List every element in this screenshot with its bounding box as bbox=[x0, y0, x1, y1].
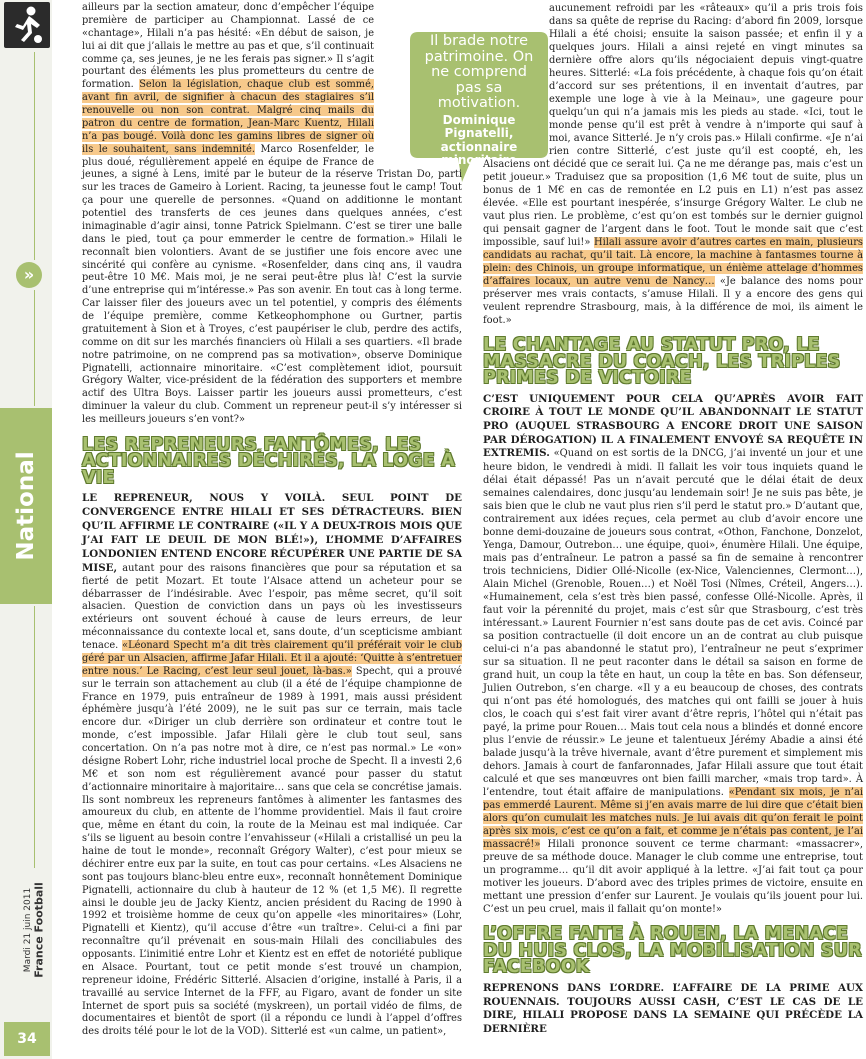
left-intro-text-1: ailleurs par la section amateur, donc d’empêcher l’équipe première de participer au Championnat. Lassé de ce «chantage», Hilali n’a pas hésité: «En début de saison, je lui ai dit que j’allais le mettre au pas et que, s’il continuait comme ça, ses jeunes, je ne les ferais pas signer.» Il s’agit pourtant des éléments les plus prometteurs du centre de formation. bbox=[82, 2, 374, 91]
right-body-highlight: «Pendant six mois, je n’ai pas emmerdé Laurent. Même si j’en avais marre de lui dire que c’était bien alors qu’on cumulait les matches nuls. Je lui avais dit qu’on ferait le point après six mois, c’est ce qu’on a fait, et comme je n’étais pas content, je l’ai massacré!» bbox=[483, 787, 863, 851]
pull-quote-text: Il brade notre patrimoine. On ne comprend pas sa motivation. bbox=[424, 33, 534, 111]
section-heading-2: LE CHANTAGE AU STATUT PRO, LE MASSACRE DU COACH, LES TRIPLES PRIMES DE VICTOIRE bbox=[483, 335, 841, 389]
section-label: National bbox=[13, 451, 39, 561]
section-tab bbox=[0, 408, 52, 604]
left-body-highlight: «Léonard Specht m’a dit très clairement qu’il préférait voir le club géré par un Alsacien, affirme Jafar Hilali. Et il a ajouté: ‘Quitte à s’entretuer entre nous.’ Le Racing, c’est leur seul jouet, là-bas.» bbox=[82, 640, 462, 677]
soccer-player-icon bbox=[4, 2, 50, 48]
right-intro-text-2: «Je balance des noms pour préserver mes vrais contacts, s’amuse Hilali. Il y a encore des gens qui veulent reprendre Strasbourg, mais, à la différence de moi, ils aiment le foot.» bbox=[483, 276, 863, 327]
left-body-text-1: autant pour des raisons financières que pour sa réputation et sa fierté de petit Mozart. Et toute l’Alsace attend un acheteur pour se débarrasser de l’indésirable. Avec l’espoir, pas même secret, qu’il soit alsacien. Question de conviction dans un pays où les investisseurs extérieurs ont souvent échoué à cause de leurs erreurs, de leur méconnaissance du contexte local et, sans doute, d’un scepticisme ambiant tenace. bbox=[82, 562, 462, 651]
pull-quote-author: Dominique Pignatelli, actionnaire minoritaire bbox=[440, 112, 518, 167]
section-heading-3: L’OFFRE FAITE À ROUEN, LA MENACE DU HUIS CLOS, LA MOBILISATION SUR FACEBOOK bbox=[483, 924, 862, 978]
issue-date: Mardi 21 juin 2011 bbox=[23, 887, 33, 973]
left-body-text-2: Specht, qui a prouvé sur le terrain son attachement au club (il a été de l’équipe championne de France en 1979, puis entraîneur de 1989 à 1991, mais aussi président éphémère jusqu’à l’été 2009), ne le suit pas sur ce terrain, mais tacle encore dur. «Diriger un club derrière son ordinateur et contre tout le monde, c’est impossible. Jafar Hilali gère le club tout seul, sans concertation. On n’a pas notre mot à dire, ce n’est pas normal.» Le «on» désigne Robert Lohr, riche industriel local proche de Specht. Il a investi 2,6 M€ et son nom est régulièrement avancé pour passer du statut d’actionnaire minoritaire à majoritaire… sans que cela se concrétise jamais. Ils sont nombreux les repreneurs fantômes à alimenter les fantasmes des amoureux du club, en attente de l’homme providentiel. Mais il faut croire que, même en étant du coin, la route de la Meinau est mal indiquée. Car s’ils se liguent au besoin contre l’envahisseur («Hilali a cristallisé un peu la haine de tout le monde», reconnaît Grégory Walter), c’est pour mieux se déchirer entre eux par la suite, en tout cas pour certains. «Les Alsaciens ne sont pas toujours blanc-bleu entre eux», reconnaît honnêtement Dominique Pignatelli, actionnaire du club à hauteur de 12 % (et 1,5 M€). Il regrette ainsi le double jeu de Jacky Kientz, ancien président du Racing de 1990 à 1992 et troisième homme de ceux qu’on appelle «les minoritaires» (Lohr, Pignatelli et Kientz), qu’il accuse d’être «un traître». Celui-ci a fini par reconnaître qu’il prévenait en sous-main Hilali des conciliabules des opposants. L’inimitié entre Lohr et Kientz est en effet de notoriété publique en Alsace. Pourtant, tout ce petit monde s’est trouvé un champion, repreneur idoine, Frédéric Sitterlé. Alsacien d’origine, installé à Paris, il a travaillé au service Internet de la FFF, au Figaro, avant de fonder un site Internet de sport puis sa société (myskreen), un portail vidéo de films, de documentaires et bientôt de sport (il a répondu ce lundi à l’appel d’offres des droits télé pour le lot de la VOD). Sitterlé est «un calme, un patient», bbox=[82, 665, 462, 1038]
sidebar-rule-middle bbox=[34, 290, 35, 406]
chapo-1: LE REPRENEUR, NOUS Y VOILÀ. SEUL POINT DE CONVERGENCE ENTRE HILALI ET SES DÉTRACTEURS. BIEN QU’IL AFFIRME LE CONTRAIRE («IL Y A DEUX-TROIS MOIS QUE J’AI FAIT LE DEUIL DE MON BLÉ!»), L’HOMME D’AFFAIRES LONDONIEN ENTEND ENCORE RÉCUPÉRER UNE PARTIE DE SA MISE, bbox=[82, 492, 462, 574]
section-heading-1: LES REPRENEURS FANTÔMES, LES ACTIONNAIRES DÉCHIRÉS, LA LOGE À VIE bbox=[82, 434, 455, 488]
right-intro-highlight: Hilali assure avoir d’autres cartes en main, plusieurs candidats au rachat, qu’il tait. Là encore, la machine à fantasmes tourne à plein: des Chinois, un groupe informatique, un énième attelage d’hommes d’affaires locaux, un autre venu de Nancy… bbox=[483, 237, 863, 288]
right-body-paragraph bbox=[483, 393, 863, 917]
sidebar-rule-top bbox=[34, 52, 35, 260]
left-intro-highlight: Selon la législation, chaque club est sommé, avant fin avril, de signifier à chacun des stagiaires s’il renouvelle ou non son contrat. Malgré cinq mails du patron du centre de formation, Jean-Marc Kuentz, Hilali n’a pas bougé. Voilà donc les gamins libres de signer où ils le souhaitent, sans indemnité. bbox=[82, 79, 374, 155]
magazine-name: France Football bbox=[32, 882, 46, 978]
right-body-text-1: «Quand on est sortis de la DNCG, j’ai inventé un jour et une heure bidon, le vendredi à midi. Il fallait les voir tous inquiets quand le délai était dépassé! Pas un n’avait percuté que le délai était de deux semaines calendaires, donc jusqu’au lendemain soir! Je ne suis pas bête, je sais bien que le club ne vaut plus rien s’il perd le statut pro.» D’autant que, contrairement aux idées reçues, cela permet au club d’avoir encore une bonne demi-douzaine de joueurs sous contrat, «Othon, Fanchone, Donzelot, Yenga, Damour, Outrebon… une équipe, quoi», énumère Hilali. Une équipe, mais pas d’entraîneur. Le patron a passé sa fin de semaine à rencontrer trois techniciens, Didier Ollé-Nicolle (ex-Nice, Valenciennes, Clermont…), Alain Michel (Grenoble, Rouen…) et Noël Tosi (Nîmes, Créteil, Angers…). «Humainement, cela s’est très bien passé, confesse Ollé-Nicolle. Après, il faut voir la pérennité du projet, mais c’est sûr que Strasbourg, c’est très intéressant.» Laurent Fournier n’est sans doute pas de cet avis. Coincé par sa position contractuelle (il doit encore un an de contrat au club puisque celui-ci n’a pas abandonné le statut pro), l’entraîneur ne peut s’exprimer sur sa situation. Il ne peut raconter dans le détail sa saison en forme de grand huit, un coup la tête en haut, un coup la tête en bas. Son défenseur, Julien Outrebon, s’en charge. «Il y a eu beaucoup de choses, des contrats qui n’ont pas été homologués, des matches qui ont failli se jouer à huis clos, le coach qui s’est fait virer avant d’être repris, l’hôtel qui n’était pas payé, la prime pour Rouen… Mais tout cela nous a blindés et donné encore plus l’envie de réussir.» Le jeune et talentueux Jérémy Abadie a ainsi été balade jusqu’à la trêve hivernale, avant d’être purement et simplement mis dehors. Jamais à court de fanfaronnades, Jafar Hilali assure que tout était calculé et que ses manœuvres ont bien failli marcher, «mais trop tard». À l’entendre, tout était affaire de manipulations. bbox=[483, 448, 863, 799]
right-intro-text-1: aucunement refroidi par les «râteaux» qu’il a pris trois fois dans sa quête de reprise du Racing: d’abord fin 2009, lorsque Hilali a été choisi; ensuite la saison passée; et enfin il y a quelques jours. Hilali a ainsi rejeté en vingt minutes sa dernière offre alors qu’ils négociaient depuis vingt-quatre heures. Sitterlé: «La fois précédente, à chaque fois qu’on était d’accord sur ses prétentions, il en inventait d’autres, par exemple une loge à vie à la Meinau», une gageure pour quelqu’un qui n’a jamais mis les pieds au stade. «Ici, tout le monde pense qu’il est prêt à vendre à n’importe qui sauf à moi, avance Sitterlé. Je n’y crois pas.» Hilali confirme. «Je n’ai rien contre Sitterlé, c’est juste qu’il est coopté, eh, les Alsaciens ont décidé que ce serait lui. Ça ne me dérange pas, mais c’est un petit joueur.» Traduisez que sa proposition (1,6 M€ tout de suite, plus un bonus de 1 M€ en cas de remontée en L2 puis en L1) n’est pas assez élevée. «Elle est pourtant inespérée, s’insurge Grégory Walter. Le club ne vaut plus rien. Le problème, c’est qu’on est tombés sur le dernier guignol qui pensait gagner de l’argent dans le foot. Tout le monde sait que c’est impossible, sauf lui!» bbox=[483, 3, 863, 249]
right-body-text-2: Hilali prononce souvent ce terme charmant: «massacrer», preuve de sa méthode douce. Manager le club comme une entreprise, tout un programme… qu’il dit avoir appliqué à la lettre. «J’ai fait tout ça pour motiver les joueurs. D’abord avec des triples primes de victoire, ensuite en mettant une pression d’enfer sur Laurent. Je voulais qu’ils jouent pour lui. C’est un peu cruel, mais il fallait qu’on monte!» bbox=[483, 839, 863, 916]
sidebar-rule-bottom bbox=[34, 606, 35, 868]
pull-quote-spacer-right bbox=[483, 12, 549, 154]
right-column bbox=[483, 2, 863, 1036]
left-column bbox=[82, 2, 462, 1039]
page-number: 34 bbox=[4, 1022, 50, 1056]
left-intro-text-2: Marco Rosenfelder, le plus doué, régulièrement appelé en équipe de France de jeunes, a signé à Lens, imité par le buteur de la réserve Tristan Do, parti sur les traces de Gameiro à Lorient. Racing, ta jeunesse fout le camp! Tout ça pour une querelle de personnes. «Quand on additionne le montant potentiel des transferts de ces jeunes dans quelques années, c’est inimaginable d’agir ainsi, tonne Patrick Spielmann. C’est se tirer une balle dans le pied, tout ça pour emmerder le centre de formation.» Hilali le reconnaît bien volontiers. Avant de se justifier une fois encore avec une sincérité qui confère au cynisme. «Rosenfelder, dans cinq ans, il vaudra peut-être 10 M€. Mais moi, je ne serai peut-être plus là! C’est la survie d’une entreprise qui m’intéresse.» Pas son avenir. En tout cas à long terme. Car laisser filer des joueurs avec un tel potentiel, y compris des éléments de l’équipe première, comme Ketkeophomphone ou Gurtner, partis gratuitement à Sion et à Troyes, c’est paupériser le club, perdre des actifs, comme on dit sur les marchés financiers où Hilali a ses quartiers. «Il brade notre patrimoine, on ne comprend pas sa motivation», observe Dominique Pignatelli, actionnaire minoritaire. «C’est complètement idiot, poursuit Grégory Walter, vice-président de la fédération des supporters et membre actif des Ultra Boys. Laisser partir les joueurs aussi prometteurs, c’est diminuer la valeur du club. Comment un repreneur peut-il s’y intéresser si les meilleurs joueurs s’en vont?» bbox=[82, 143, 462, 425]
chapo-2: C’EST UNIQUEMENT POUR CELA QU’APRÈS AVOIR FAIT CROIRE À TOUT LE MONDE QU’IL ABANDONNAIT LE STATUT PRO (AUQUEL STRASBOURG A ENCORE DROIT UNE SAISON PAR DÉROGATION) IL A FINALEMENT ENVOYÉ SA REQUÊTE IN EXTREMIS. bbox=[483, 392, 863, 460]
pull-quote-spacer bbox=[374, 2, 462, 162]
page-sidebar bbox=[0, 0, 52, 1059]
chapo-3: REPRENONS DANS L’ORDRE. L’AFFAIRE DE LA PRIME AUX ROUENNAIS. TOUJOURS AUSSI CASH, C’EST LE CAS DE LE DIRE, HILALI PROPOSE DANS LA SEMAINE QUI PRÉCÈDE LA DERNIÈRE bbox=[483, 981, 863, 1035]
chevron-right-icon: » bbox=[16, 262, 42, 288]
left-body-paragraph bbox=[82, 492, 462, 1039]
